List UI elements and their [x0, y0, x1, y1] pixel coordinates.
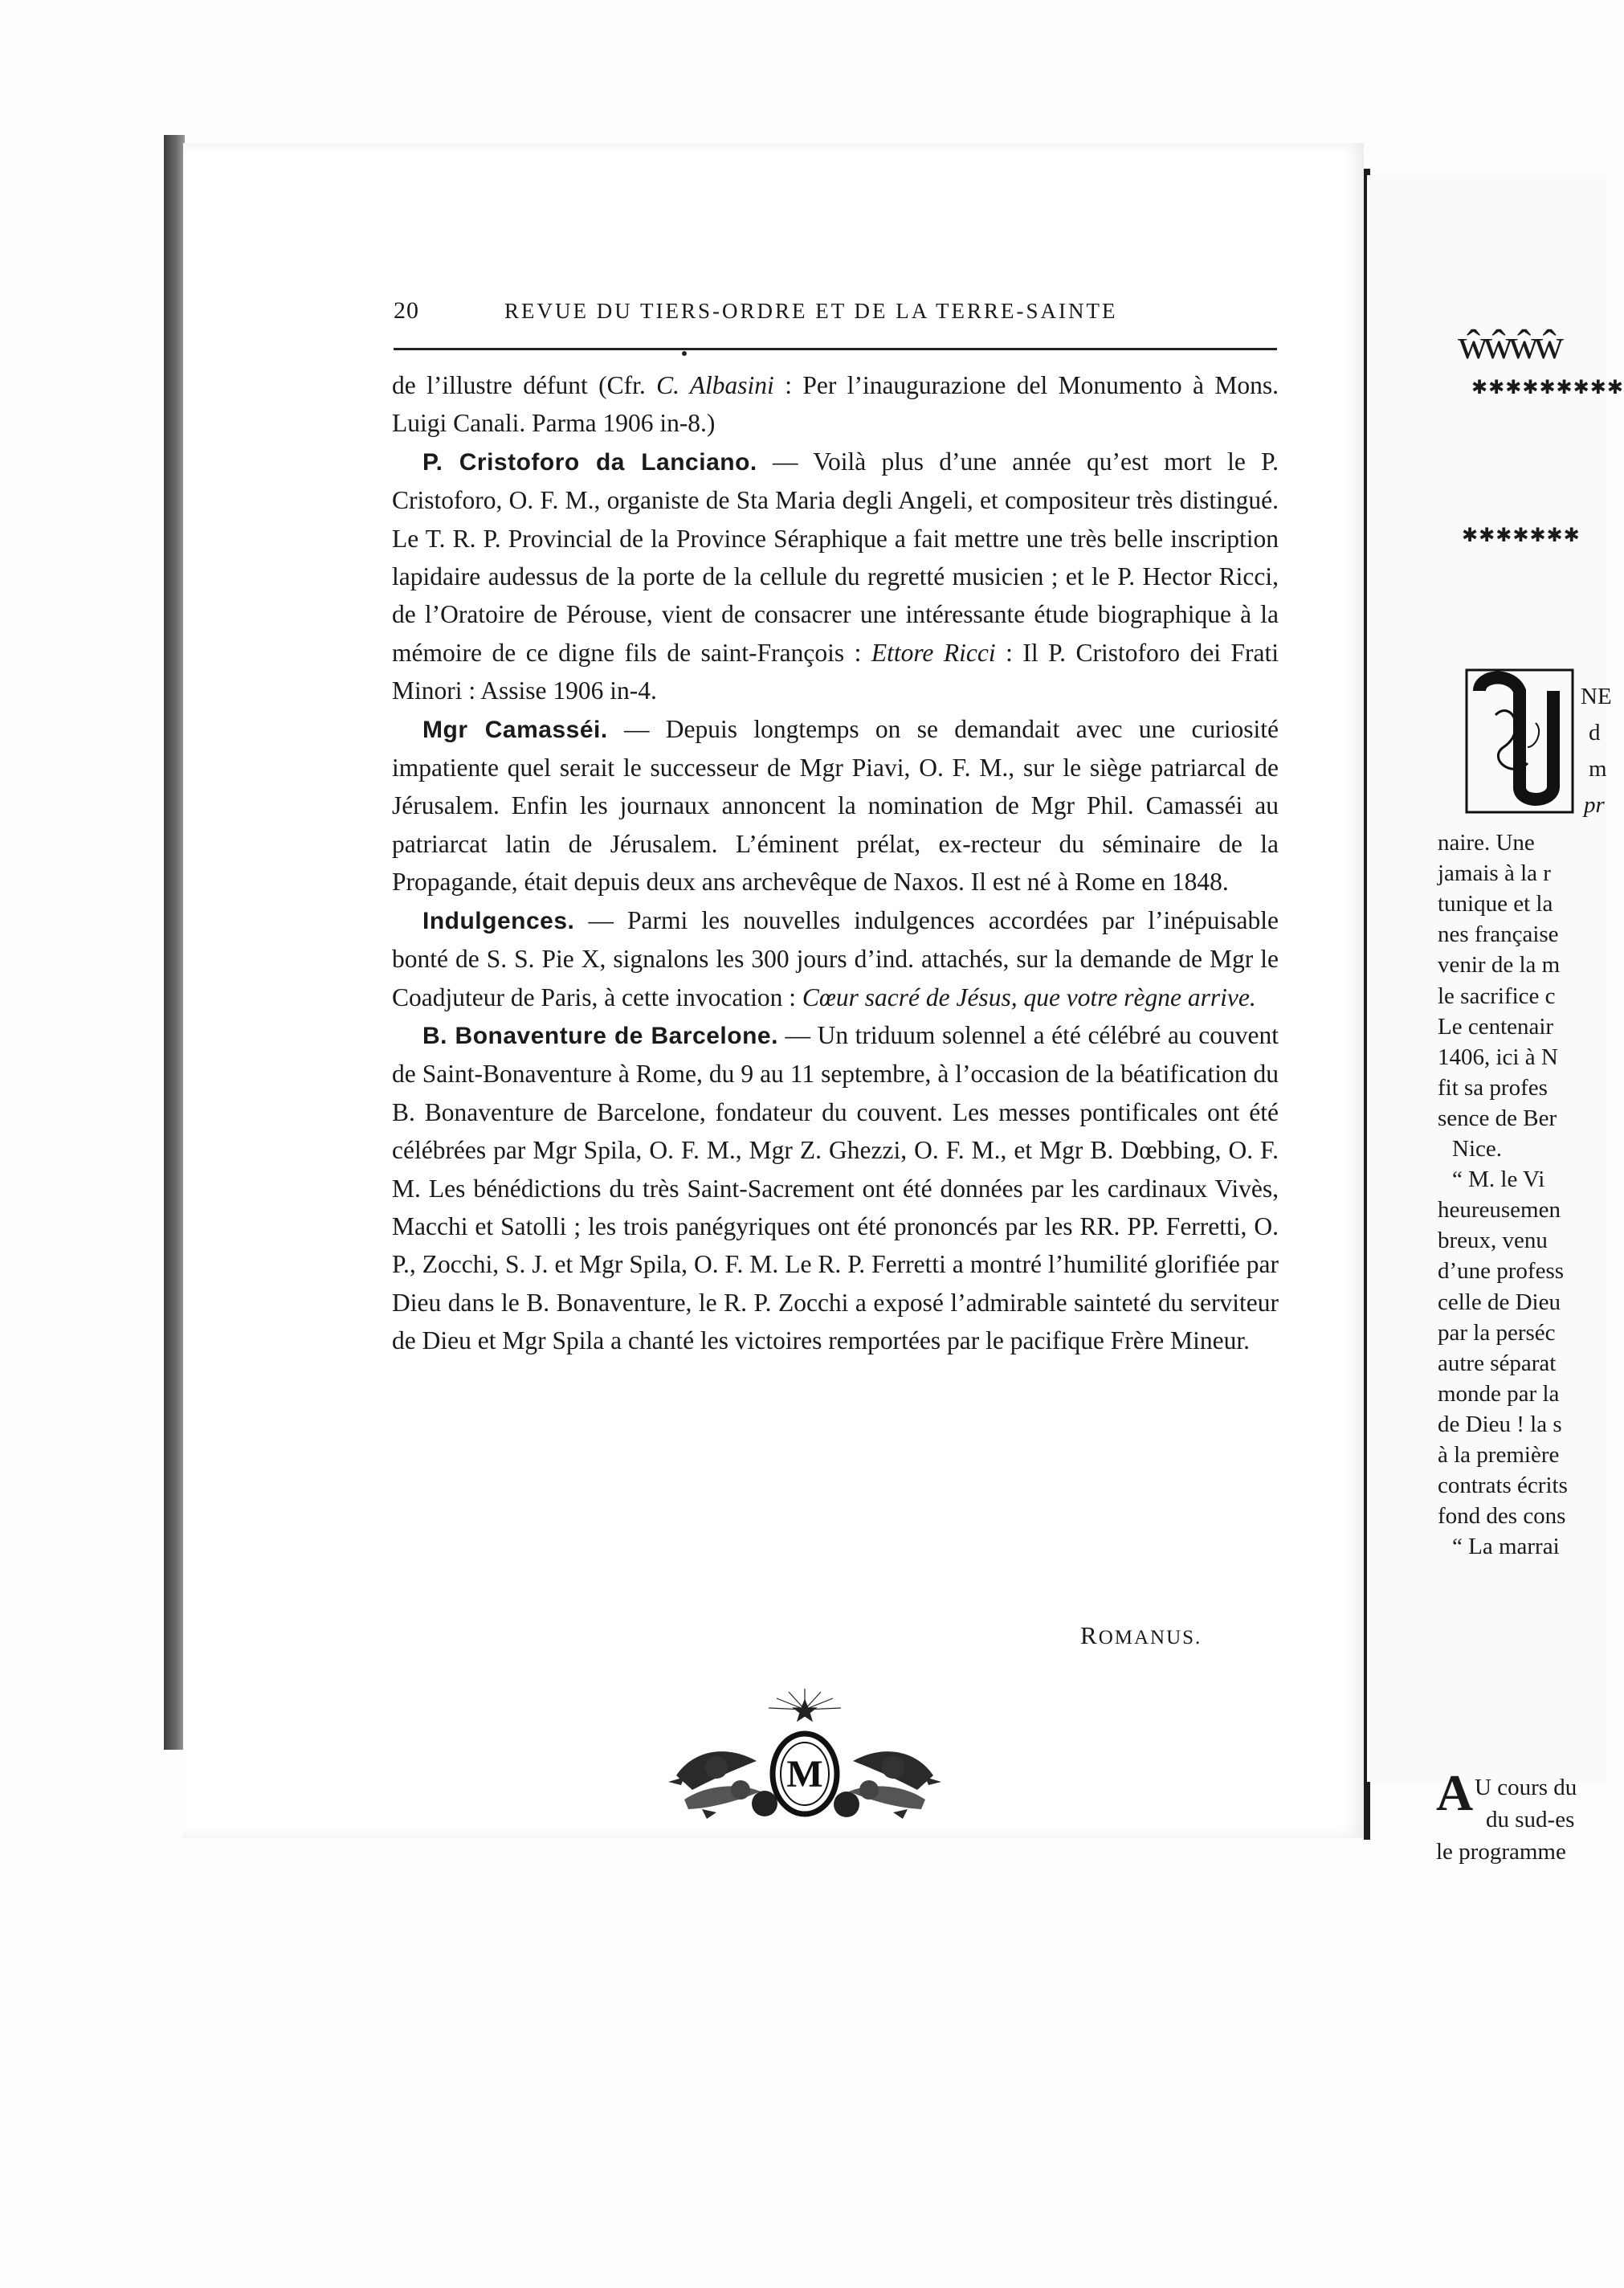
- paragraph-text: — Parmi les nouvelles indulgences accordées par l’inépuisable bonté de S. S. Pie X, signalons les 300 jours d’ind. attachés, sur la demande de Mgr le Coadjuteur de Paris, à cette invocation :: [392, 905, 1279, 1011]
- paragraph-text: — Voilà plus d’une année qu’est mort le P. Cristoforo, O. F. M., organiste de Sta Maria degli Angeli, et compositeur très distingué. Le T. R. P. Provincial de la Province Séraphique a fait mettre une très belle inscription lapidaire audessus de la porte de la cellule du regretté musicien ; et le P. Hector Ricci, de l’Oratoire de Pérouse, vient de consacrer une intéressante étude biographique à la mémoire de ce digne fils de saint-François :: [392, 447, 1279, 667]
- right-page-line: d’une profess: [1438, 1258, 1565, 1285]
- floral-ornament: [660, 1687, 949, 1832]
- right-page-line: autre séparat: [1438, 1350, 1557, 1376]
- right-page-bottom-line: U cours du: [1475, 1775, 1577, 1800]
- right-page-line: d: [1589, 720, 1601, 746]
- paragraph: [392, 366, 1279, 443]
- scan-spine: [164, 135, 185, 1750]
- right-page-line: le sacrifice c: [1438, 983, 1556, 1009]
- signature-rest: OMANUS.: [1098, 1627, 1202, 1649]
- right-page-line: pr: [1584, 792, 1605, 818]
- radiant-star-icon: [769, 1689, 841, 1721]
- italic-citation: C. Albasini: [656, 371, 774, 399]
- decorative-star-rule-2: ✱✱✱✱✱✱✱: [1462, 525, 1581, 546]
- right-page-line: nes française: [1438, 921, 1559, 948]
- paragraph-heading: P. Cristoforo da Lanciano.: [422, 448, 757, 476]
- header-rule: [394, 348, 1277, 350]
- paragraph-text: — Un triduum solennel a été célébré au couvent de Saint-Bonaventure à Rome, du 9 au 11 septembre, à l’occasion de la béatification du B. Bonaventure de Barcelone, fondateur du couvent. Les messes pontificales ont été célébrées par Mgr Spila, O. F. M., Mgr Z. Ghezzi, O. F. M., et Mgr B. Dœbbing, O. F. M. Les bénédictions du très Saint-Sacrement ont été données par les cardinaux Vivès, Macchi et Satolli ; les trois panégyriques ont été prononcés par les RR. PP. Ferretti, O. P., Zocchi, S. J. et Mgr Spila, O. F. M. Le R. P. Ferretti a montré l’humilité glorifiée par Dieu dans le B. Bonaventure, le R. P. Zocchi a exposé l’admirable sainteté du serviteur de Dieu et Mgr Spila a chanté les victoires remportées par le pacifique Frère Mineur.: [392, 1020, 1279, 1355]
- running-header: [394, 297, 1277, 329]
- paragraph-text: : Il P. Cristoforo dei Frati Minori : Assise 1906 in-4.: [392, 638, 1279, 705]
- paragraph: [392, 443, 1279, 710]
- rule-dot: [682, 351, 687, 356]
- right-page-line: NE: [1581, 684, 1612, 709]
- paragraph-heading: Indulgences.: [422, 907, 575, 934]
- right-page-line: Nice.: [1452, 1136, 1502, 1162]
- paragraph-text: de l’illustre défunt (Cfr.: [392, 371, 657, 399]
- right-page-line: à la première: [1438, 1442, 1560, 1468]
- ornate-dropcap: [1463, 667, 1576, 815]
- paragraph-heading: Mgr Camasséi.: [422, 716, 608, 743]
- article-body: [392, 366, 1279, 1360]
- right-page-bottom-line: le programme: [1436, 1839, 1566, 1865]
- page-number: 20: [394, 297, 419, 324]
- right-page-line: heureusemen: [1438, 1197, 1561, 1224]
- right-page-line: par la perséc: [1438, 1319, 1556, 1346]
- monogram-medallion: [773, 1734, 837, 1814]
- decorative-crown-band: ŵŵŵŵ: [1458, 322, 1560, 368]
- right-page-line: celle de Dieu: [1438, 1289, 1561, 1315]
- right-page-line: 1406, ici à N: [1438, 1044, 1558, 1070]
- italic-citation: Cœur sacré de Jésus, que votre règne arrive.: [802, 983, 1256, 1011]
- right-page-line: breux, venu: [1438, 1228, 1548, 1254]
- right-page-line: venir de la m: [1438, 952, 1561, 979]
- right-page-line: jamais à la r: [1438, 860, 1551, 887]
- right-page-line: monde par la: [1438, 1380, 1560, 1407]
- left-flowers: [668, 1751, 777, 1819]
- right-page-line: de Dieu ! la s: [1438, 1411, 1562, 1437]
- right-page-line: fit sa profes: [1438, 1074, 1548, 1101]
- author-signature: ROMANUS.: [1080, 1621, 1202, 1649]
- paragraph-text: : Per l’inaugurazione del Monumento à Mons. Luigi Canali. Parma 1906 in-8.): [392, 371, 1279, 438]
- right-page-line: “ La marrai: [1452, 1534, 1560, 1560]
- paragraph: [392, 901, 1279, 1016]
- right-page-line: sence de Ber: [1438, 1105, 1557, 1131]
- right-page-line: fond des cons: [1438, 1503, 1566, 1530]
- decorative-star-rule: ✱✱✱✱✱✱✱✱✱: [1471, 378, 1624, 398]
- paragraph: [392, 710, 1279, 901]
- right-page-bottom-line: du sud-es: [1486, 1807, 1575, 1832]
- paragraph-text: — Depuis longtemps on se demandait avec une curiosité impatiente quel serait le successeur de Mgr Piavi, O. F. M., sur le siège patriarcal de Jérusalem. Enfin les journaux annoncent la nomination de Mgr Phil. Camasséi au patriarcat latin de Jérusalem. L’éminent prélat, ex-recteur du séminaire de la Propagande, était depuis deux ans archevêque de Naxos. Il est né à Rome en 1848.: [392, 714, 1279, 897]
- right-page-line: m: [1589, 756, 1607, 782]
- right-page-line: naire. Une: [1438, 830, 1535, 856]
- right-page-line: Le centenair: [1438, 1013, 1554, 1040]
- right-page-line: “ M. le Vi: [1452, 1166, 1545, 1193]
- right-flowers: [834, 1751, 941, 1819]
- journal-title: REVUE DU TIERS-ORDRE ET DE LA TERRE-SAINTE: [504, 299, 1118, 323]
- bottom-dropcap: A: [1436, 1764, 1474, 1821]
- monogram-letter: M: [786, 1753, 823, 1796]
- paragraph-heading: B. Bonaventure de Barcelone.: [422, 1022, 778, 1049]
- right-page-line: contrats écrits: [1438, 1473, 1568, 1499]
- right-page-line: tunique et la: [1438, 891, 1553, 917]
- paragraph: [392, 1016, 1279, 1360]
- italic-citation: Ettore Ricci: [871, 638, 996, 667]
